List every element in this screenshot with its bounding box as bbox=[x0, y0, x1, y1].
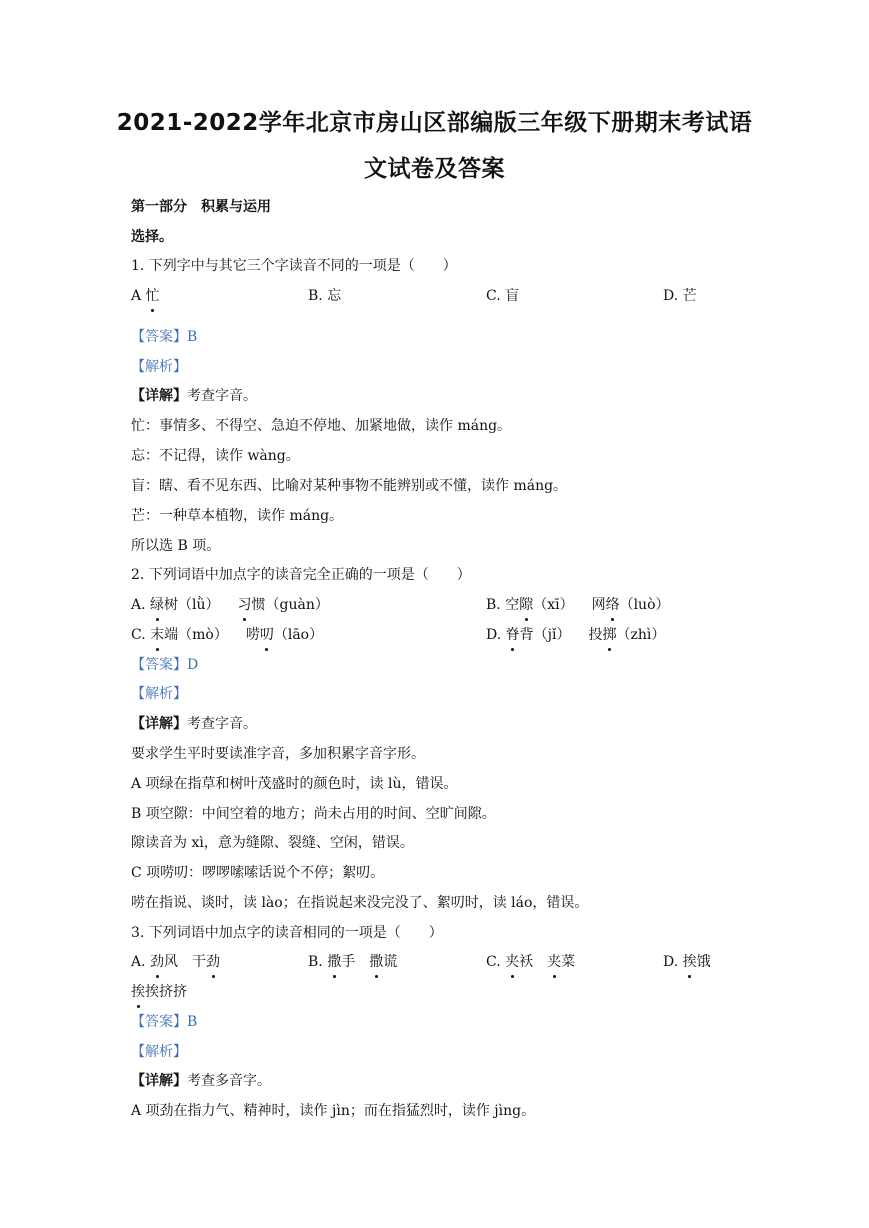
option-text: 树（lǜ） bbox=[164, 597, 220, 613]
dotted-char: 劲 bbox=[150, 954, 165, 970]
option-label: A. bbox=[131, 597, 151, 613]
question-3-option-b bbox=[308, 952, 397, 972]
question-1-detail bbox=[131, 386, 829, 406]
option-text: （zhì） bbox=[616, 627, 666, 643]
option-label: D. bbox=[486, 627, 506, 643]
detail-label: 【详解】 bbox=[131, 716, 187, 732]
question-1-explanation-line: 忘：不记得，读作 wàng。 bbox=[131, 448, 300, 464]
document-title-line-2: 文试卷及答案 bbox=[364, 156, 505, 182]
option-label: B. 空 bbox=[486, 597, 520, 613]
option-text: 手 bbox=[341, 954, 370, 970]
option-text: 挨挤挤 bbox=[145, 984, 187, 1000]
dotted-char: 隙 bbox=[519, 597, 534, 613]
question-2-option-b bbox=[486, 595, 670, 615]
detail-label: 【详解】 bbox=[131, 1073, 187, 1089]
question-2-explanation-line: 要求学生平时要读准字音，多加积累字音字形。 bbox=[131, 746, 425, 762]
dotted-char: 络 bbox=[605, 597, 620, 613]
option-text: 端（mò） bbox=[164, 627, 228, 643]
option-text: 网 bbox=[591, 597, 606, 613]
question-2-explanation-line: B 项空隙：中间空着的地方；尚未占用的时间、空旷间隙。 bbox=[131, 806, 496, 822]
option-text: 投 bbox=[588, 627, 603, 643]
question-3-explanation-line: A 项劲在指力气、精神时，读作 jìn；而在指猛烈时，读作 jìng。 bbox=[131, 1103, 536, 1119]
question-3-option-a bbox=[131, 952, 220, 972]
dotted-char: 夹 bbox=[547, 954, 562, 970]
option-text: 饿 bbox=[696, 954, 711, 970]
dotted-char: 夹 bbox=[505, 954, 520, 970]
dotted-char: 习 bbox=[237, 597, 252, 613]
question-1-explanation-line: 所以选 B 项。 bbox=[131, 538, 221, 554]
option-text: （luò） bbox=[619, 597, 670, 613]
section-heading: 第一部分 积累与运用 bbox=[131, 199, 271, 215]
question-3-answer: 【答案】B bbox=[131, 1014, 198, 1030]
question-3-detail bbox=[131, 1071, 829, 1091]
dotted-char: 绿 bbox=[150, 597, 165, 613]
option-text: 谎 bbox=[383, 954, 398, 970]
option-label: C. bbox=[131, 627, 151, 643]
subsection-heading: 选择。 bbox=[131, 229, 173, 245]
question-1-explanation-line: 芒：一种草本植物，读作 máng。 bbox=[131, 508, 344, 524]
dotted-char: 挨 bbox=[131, 984, 145, 1000]
detail-text: 考查多音字。 bbox=[187, 1073, 271, 1089]
question-1-explanation-line: 盲：瞎、看不见东西、比喻对某种事物不能辨别或不懂，读作 máng。 bbox=[131, 478, 568, 494]
question-2-detail bbox=[131, 714, 829, 734]
question-2-analysis-label: 【解析】 bbox=[131, 686, 187, 702]
question-2-explanation-line: 唠在指说、谈时，读 lào；在指说起来没完没了、絮叨时，读 láo，错误。 bbox=[131, 895, 589, 911]
question-1-answer: 【答案】B bbox=[131, 329, 198, 345]
option-text: （lāo） bbox=[273, 627, 324, 643]
option-label: C. bbox=[486, 954, 506, 970]
option-text: 唠 bbox=[245, 627, 260, 643]
question-1-explanation-line: 忙：事情多、不得空、急迫不停地、加紧地做，读作 máng。 bbox=[131, 418, 512, 434]
document-title-line-1: 2021-2022学年北京市房山区部编版三年级下册期末考试语 bbox=[116, 110, 753, 136]
question-2-option-d bbox=[486, 625, 665, 645]
dotted-char: 撒 bbox=[369, 954, 384, 970]
option-text: 风 干 bbox=[164, 954, 207, 970]
option-label: D. bbox=[663, 954, 683, 970]
question-2-explanation-line: C 项唠叨：啰啰嗦嗦话说个不停；絮叨。 bbox=[131, 865, 385, 881]
dotted-char: 挨 bbox=[682, 954, 697, 970]
question-1-option-d: D. 芒 bbox=[663, 288, 697, 304]
question-1-stem: 1. 下列字中与其它三个字读音不同的一项是（ ） bbox=[131, 258, 457, 274]
question-1-option-c: C. 盲 bbox=[486, 288, 520, 304]
dotted-char: 劲 bbox=[206, 954, 221, 970]
option-label: B. bbox=[308, 954, 328, 970]
option-text: 背（jǐ） bbox=[519, 627, 571, 643]
dotted-char: 忙 bbox=[145, 288, 160, 304]
detail-text: 考查字音。 bbox=[187, 388, 257, 404]
question-3-analysis-label: 【解析】 bbox=[131, 1044, 187, 1060]
question-2-option-a bbox=[131, 595, 329, 615]
option-text: 惯（guàn） bbox=[251, 597, 329, 613]
question-1-option-b: B. 忘 bbox=[308, 288, 342, 304]
question-2-explanation-line: A 项绿在指草和树叶茂盛时的颜色时，读 lù，错误。 bbox=[131, 776, 458, 792]
question-2-stem: 2. 下列词语中加点字的读音完全正确的一项是（ ） bbox=[131, 567, 471, 583]
dotted-char: 撒 bbox=[327, 954, 342, 970]
option-text: 菜 bbox=[561, 954, 576, 970]
dotted-char: 叨 bbox=[259, 627, 274, 643]
question-2-explanation-line: 隙读音为 xì，意为缝隙、裂缝、空闲，错误。 bbox=[131, 835, 414, 851]
detail-text: 考查字音。 bbox=[187, 716, 257, 732]
question-3-stem: 3. 下列词语中加点字的读音相同的一项是（ ） bbox=[131, 925, 443, 941]
question-2-option-c bbox=[131, 625, 323, 645]
option-label: A. bbox=[131, 954, 151, 970]
question-3-option-d-continued bbox=[131, 982, 187, 1002]
question-1-analysis-label: 【解析】 bbox=[131, 359, 187, 375]
detail-label: 【详解】 bbox=[131, 388, 187, 404]
question-1-option-a bbox=[131, 286, 160, 306]
option-text: （xī） bbox=[533, 597, 574, 613]
option-label: A bbox=[131, 288, 142, 304]
dotted-char: 掷 bbox=[602, 627, 617, 643]
option-text: 袄 bbox=[519, 954, 548, 970]
dotted-char: 脊 bbox=[505, 627, 520, 643]
dotted-char: 末 bbox=[150, 627, 165, 643]
question-3-option-c bbox=[486, 952, 575, 972]
question-2-answer: 【答案】D bbox=[131, 657, 199, 673]
question-3-option-d bbox=[663, 952, 711, 972]
